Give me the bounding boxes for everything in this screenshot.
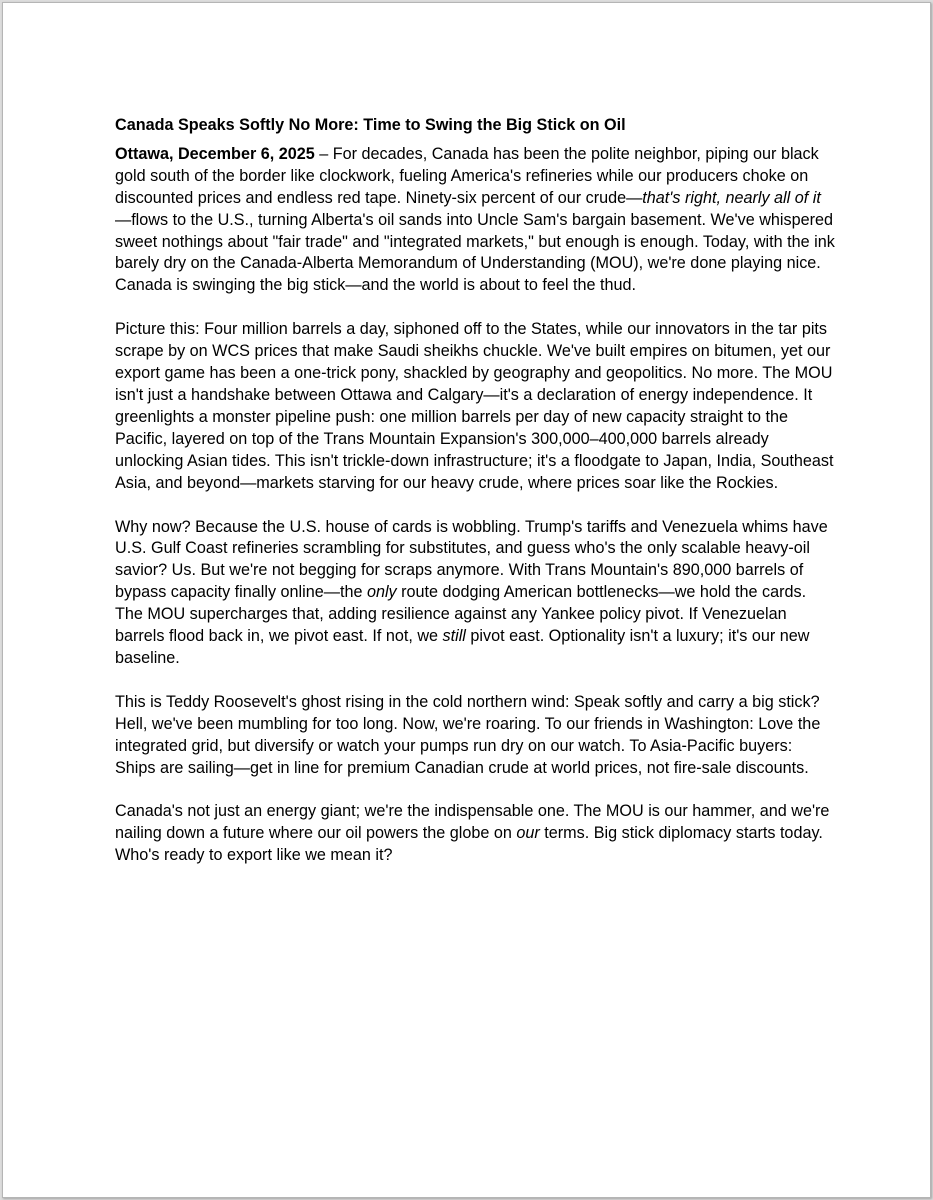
paragraph-5 <box>115 801 835 867</box>
paragraph-3-text-c: pivot east. Optionality isn't a luxury; it's our new baseline. <box>115 627 810 667</box>
paragraph-1-text-b: —flows to the U.S., turning Alberta's oil sands into Uncle Sam's bargain basement. We've whispered sweet nothings about "fair trade" and "integrated markets," but enough is enough. Today, with the ink barely dry on the Canada-Alberta Memorandum of Understanding (MOU), we're done playing nice. Canada is swinging the big stick—and the world is about to feel the thud. <box>115 210 835 295</box>
paragraph-2: Picture this: Four million barrels a day, siphoned off to the States, while our innovators in the tar pits scrape by on WCS prices that make Saudi sheikhs chuckle. We've built empires on bitumen, yet our export game has been a one-trick pony, shackled by geography and geopolitics. No more. The MOU isn't just a handshake between Ottawa and Calgary—it's a declaration of energy independence. It greenlights a monster pipeline push: one million barrels per day of new capacity straight to the Pacific, layered on top of the Trans Mountain Expansion's 300,000–400,000 barrels already unlocking Asian tides. This isn't trickle-down infrastructure; it's a floodgate to Japan, India, Southeast Asia, and beyond—markets starving for our heavy crude, where prices soar like the Rockies. <box>115 320 834 492</box>
paragraph-1-emphasis: that's right, nearly all of it <box>642 188 821 207</box>
paragraph-5-text-b: terms. Big stick diplomacy starts today. Who's ready to export like we mean it? <box>115 824 823 865</box>
paragraph-3-text-b: route dodging American bottlenecks—we hold the cards. The MOU supercharges that, adding resilience against any Yankee policy pivot. If Venezuelan barrels flood back in, we pivot east. If not, we <box>115 583 807 646</box>
paragraph-5-emphasis: our <box>516 824 540 843</box>
paragraph-5-text-a: Canada's not just an energy giant; we're the indispensable one. The MOU is our hammer, and we're nailing down a future where our oil powers the globe on <box>115 802 830 843</box>
article-title: Canada Speaks Softly No More: Time to Swing the Big Stick on Oil <box>115 116 626 134</box>
paragraph-3 <box>115 517 835 670</box>
dateline: Ottawa, December 6, 2025 <box>115 144 315 163</box>
document-page <box>2 2 931 1198</box>
paragraph-3-text-a: Why now? Because the U.S. house of cards is wobbling. Trump's tariffs and Venezuela whims have U.S. Gulf Coast refineries scrambling for substitutes, and guess who's the only scalable heavy-oil savior? Us. But we're not begging for scraps anymore. With Trans Mountain's 890,000 barrels of bypass capacity finally online—the <box>115 517 828 602</box>
paragraph-3-emphasis-still: still <box>442 627 466 646</box>
paragraph-3-emphasis-only: only <box>366 583 397 602</box>
document-body <box>115 115 835 889</box>
paragraph-4: This is Teddy Roosevelt's ghost rising in the cold northern wind: Speak softly and carry a big stick? Hell, we've been mumbling for too long. Now, we're roaring. To our friends in Washington: Love the integrated grid, but diversify or watch your pumps run dry on our watch. To Asia-Pacific buyers: Ships are sailing—get in line for premium Canadian crude at world prices, not fire-sale discounts. <box>115 692 821 777</box>
paragraph-1 <box>115 144 835 297</box>
paragraph-1-text-a: – For decades, Canada has been the polite neighbor, piping our black gold south of the border like clockwork, fueling America's refineries while our producers choke on discounted prices and endless red tape. Ninety-six percent of our crude— <box>115 144 819 207</box>
